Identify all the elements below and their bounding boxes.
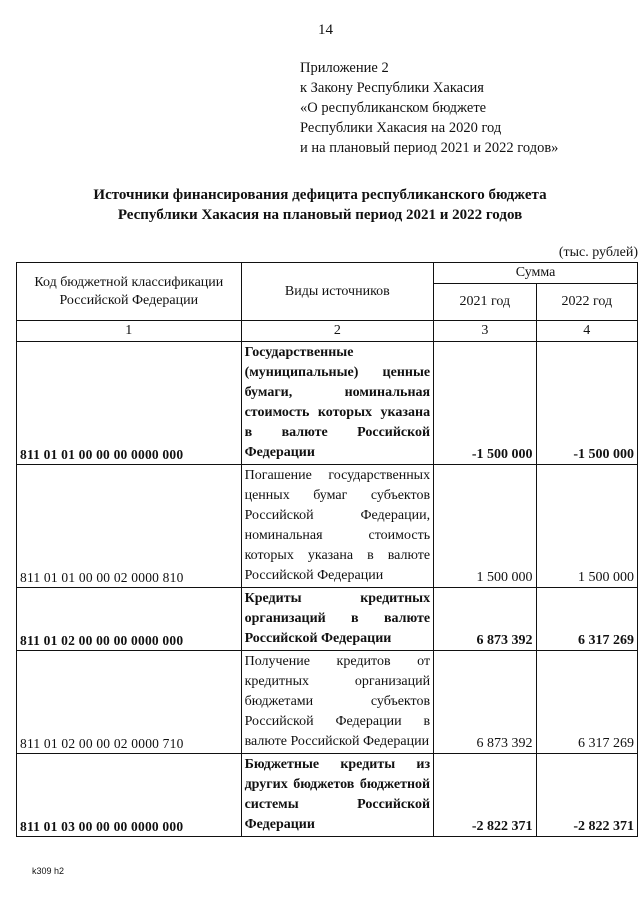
header-code: Код бюджетной классификации Российской Федерации <box>17 263 242 321</box>
financing-sources-table <box>16 262 638 837</box>
row-code: 811 01 02 00 00 02 0000 710 <box>17 651 242 754</box>
row-code: 811 01 02 00 00 00 0000 000 <box>17 588 242 651</box>
title-line: Источники финансирования дефицита республиканского бюджета <box>93 187 547 203</box>
appendix-line: «О республиканском бюджете <box>300 100 487 116</box>
row-code: 811 01 03 00 00 00 0000 000 <box>17 754 242 837</box>
column-index: 2 <box>241 321 434 342</box>
header-sources: Виды источников <box>241 263 434 321</box>
footer-code: k309 h2 <box>32 866 65 876</box>
row-description: Погашение государственных ценных бумаг субъектов Российской Федерации, номинальная стоимость которых указана в валюте Российской Федерации <box>241 465 434 588</box>
row-amount-2021: 6 873 392 <box>434 588 536 651</box>
header-year-2022: 2022 год <box>536 284 637 321</box>
row-amount-2021: 1 500 000 <box>434 465 536 588</box>
row-description: Государственные (муниципальные) ценные бумаги, номинальная стоимость которых указана в валюте Российской Федерации <box>241 342 434 465</box>
row-amount-2022: 6 317 269 <box>536 588 637 651</box>
header-sum: Сумма <box>434 263 638 284</box>
table-row <box>17 588 638 651</box>
header-year-2021: 2021 год <box>434 284 536 321</box>
row-amount-2022: -1 500 000 <box>536 342 637 465</box>
row-code: 811 01 01 00 00 02 0000 810 <box>17 465 242 588</box>
table-row <box>17 465 638 588</box>
table-row <box>17 342 638 465</box>
row-amount-2022: 1 500 000 <box>536 465 637 588</box>
title-line: Республики Хакасия на плановый период 2021 и 2022 годов <box>117 207 523 223</box>
document-title <box>0 185 640 225</box>
units-label: (тыс. рублей) <box>558 245 638 260</box>
row-amount-2021: -2 822 371 <box>434 754 536 837</box>
page-number: 14 <box>318 22 333 38</box>
row-amount-2022: 6 317 269 <box>536 651 637 754</box>
appendix-line: и на плановый период 2021 и 2022 годов» <box>300 140 559 156</box>
appendix-line: Республики Хакасия на 2020 год <box>300 120 502 136</box>
row-amount-2021: 6 873 392 <box>434 651 536 754</box>
row-description: Получение кредитов от кредитных организаций бюджетами субъектов Российской Федерации в валюте Российской Федерации <box>241 651 434 754</box>
row-amount-2021: -1 500 000 <box>434 342 536 465</box>
row-amount-2022: -2 822 371 <box>536 754 637 837</box>
appendix-note <box>300 58 558 158</box>
appendix-line: к Закону Республики Хакасия <box>300 80 484 96</box>
column-index: 1 <box>17 321 242 342</box>
row-code: 811 01 01 00 00 00 0000 000 <box>17 342 242 465</box>
row-description: Бюджетные кредиты из других бюджетов бюджетной системы Российской Федерации <box>241 754 434 837</box>
appendix-line: Приложение 2 <box>300 60 389 76</box>
row-description: Кредиты кредитных организаций в валюте Российской Федерации <box>241 588 434 651</box>
column-index: 3 <box>434 321 536 342</box>
column-index: 4 <box>536 321 637 342</box>
table-row <box>17 754 638 837</box>
table-row <box>17 651 638 754</box>
